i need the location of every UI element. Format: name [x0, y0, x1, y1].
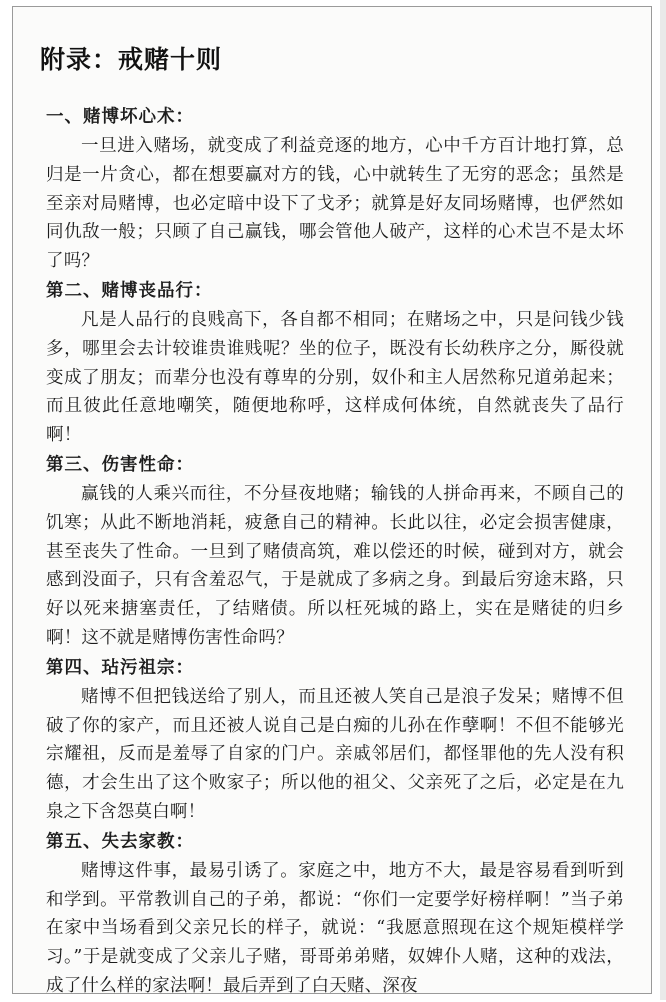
- section-4: [46, 654, 624, 827]
- document-body: [46, 103, 624, 1002]
- section-heading: 第五、失去家教：: [46, 831, 194, 852]
- section-1: [46, 103, 624, 276]
- section-3: [46, 451, 624, 653]
- section-paragraph: 赌博不但把钱送给了别人，而且还被人笑自己是浪子发呆；赌博不但破了你的家产，而且还被人说自己是白痴的儿孙在作孽啊！不但不能够光宗耀祖，反而是羞辱了自家的门户。亲戚邻居们，都怪罪他的先人没有积德，才会生出了这个败家子；所以他的祖父、父亲死了之后，必定是在九泉之下含怨莫白啊！: [46, 686, 624, 822]
- section-5: [46, 828, 624, 1001]
- section-paragraph: 赢钱的人乘兴而往，不分昼夜地赌；输钱的人拼命再来，不顾自己的饥寒；从此不断地消耗，疲惫自己的精神。长此以往，必定会损害健康，甚至丧失了性命。一旦到了赌债高筑，难以偿还的时候，碰到对方，就会感到没面子，只有含羞忍气，于是就成了多病之身。到最后穷途末路，只好以死来搪塞责任，了结赌债。所以枉死城的路上，实在是赌徒的归乡啊！这不就是赌博伤害性命吗？: [46, 483, 624, 648]
- section-paragraph: 凡是人品行的良贱高下，各自都不相同；在赌场之中，只是问钱少钱多，哪里会去计较谁贵谁贱呢？坐的位子，既没有长幼秩序之分，厮役就变成了朋友；而辈分也没有尊卑的分别，奴仆和主人居然称兄道弟起来；而且彼此任意地嘲笑，随便地称呼，这样成何体统，自然就丧失了品行啊！: [46, 309, 624, 446]
- page-edge: [660, 0, 666, 1000]
- section-heading: 第四、玷污祖宗：: [46, 657, 194, 678]
- section-paragraph: 一旦进入赌场，就变成了利益竞逐的地方，心中千方百计地打算，总归是一片贪心，都在想要赢对方的钱，心中就转生了无穷的恶念；虽然是至亲对局赌博，也必定暗中设下了戈矛；就算是好友同场赌博，也俨然如同仇敌一般；只顾了自己赢钱，哪会管他人破产，这样的心术岂不是太坏了吗？: [46, 136, 624, 272]
- page-title: 附录：戒赌十则: [40, 45, 223, 74]
- section-heading: 第三、伤害性命：: [46, 454, 194, 475]
- section-paragraph: 赌博这件事，最易引诱了。家庭之中，地方不大，最是容易看到听到和学到。平常教训自己的子弟，都说：“你们一定要学好榜样啊！”当子弟在家中当场看到父亲兄长的样子，就说：“我愿意照现在这个规矩模样学习。”于是就变成了父亲儿子赌，哥哥弟弟赌，奴婢仆人赌，这种的戏法，成了什么样的家法啊！最后弄到了白天赌、深夜: [46, 860, 624, 996]
- section-2: [46, 277, 624, 450]
- section-heading: 第二、赌博丧品行：: [46, 280, 213, 301]
- section-heading: 一、赌博坏心术：: [46, 107, 194, 127]
